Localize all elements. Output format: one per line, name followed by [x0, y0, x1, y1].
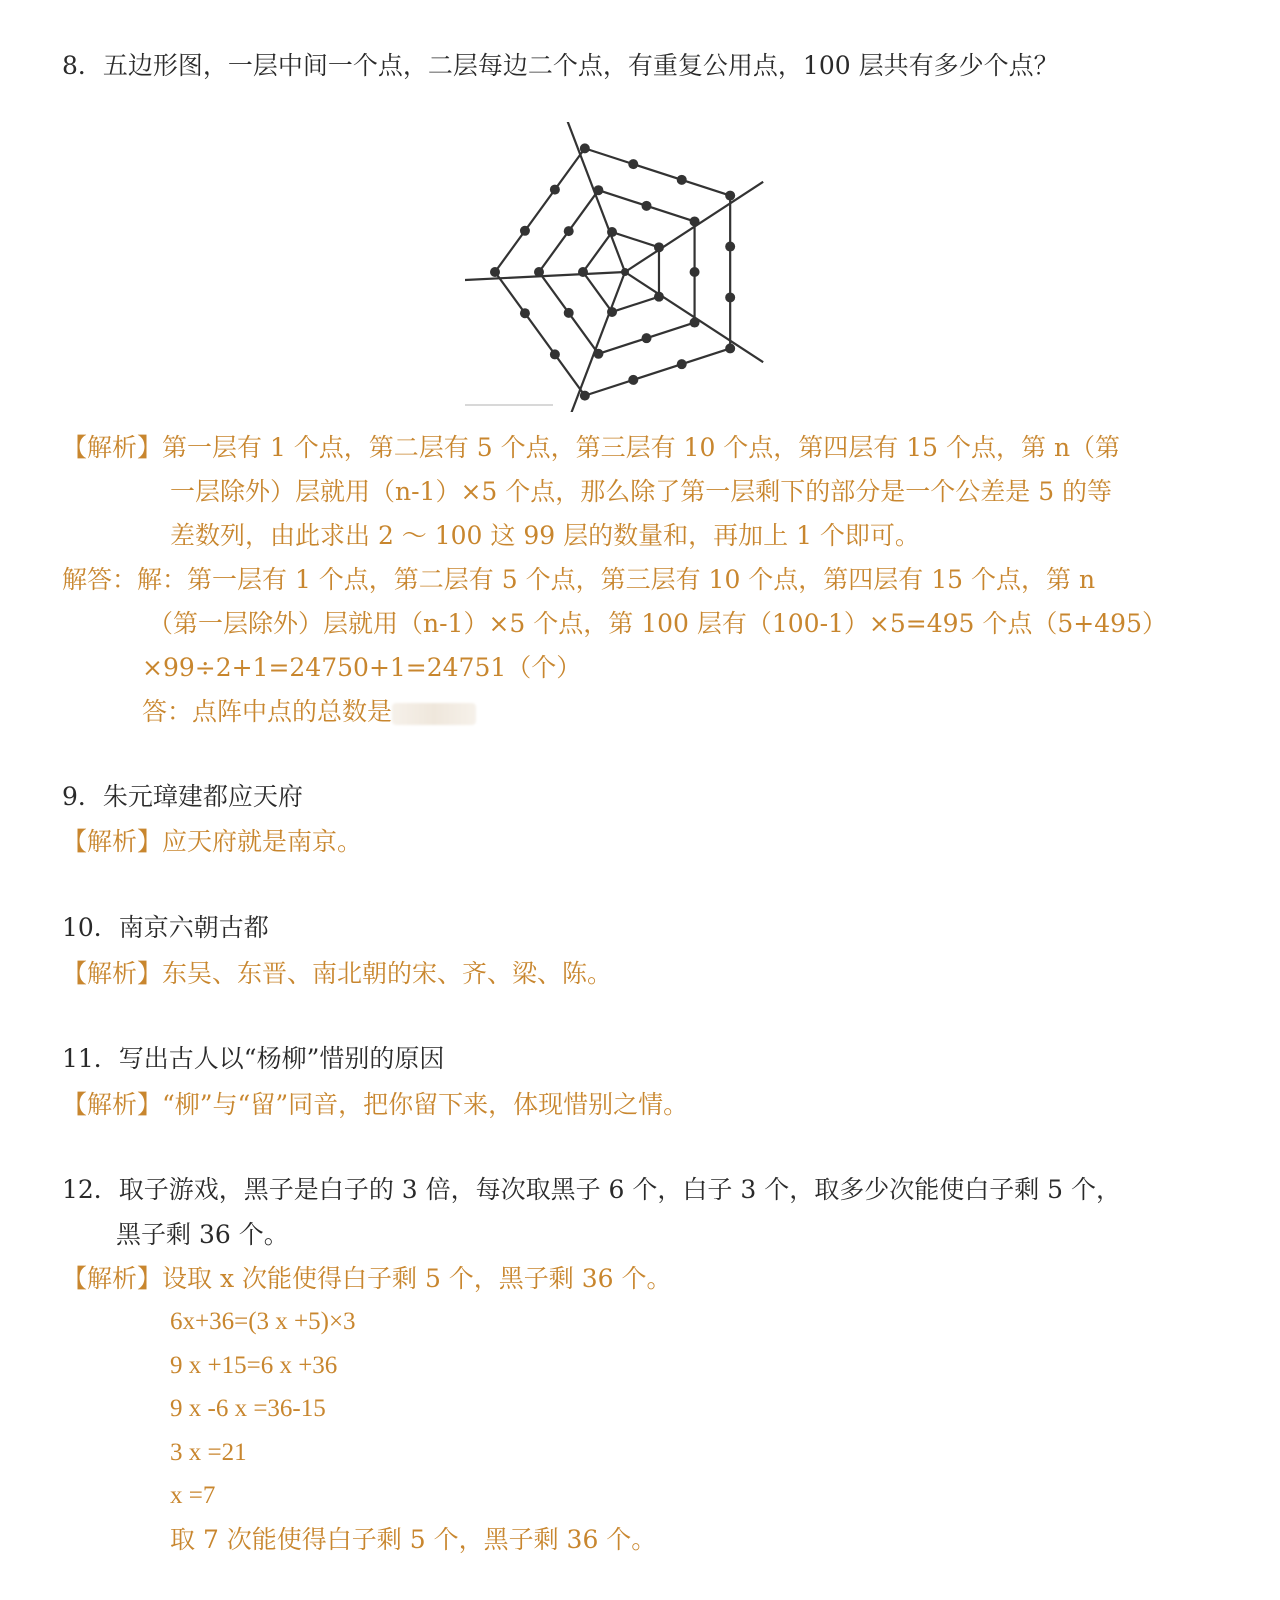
q8-answer: [142, 696, 476, 728]
diagram-dot: [677, 175, 687, 185]
blurred-answer: [392, 703, 476, 725]
diagram-center-dot: [621, 268, 629, 276]
diagram-dot: [580, 391, 590, 401]
q9-analysis: 【解析】应天府就是南京。: [62, 827, 363, 856]
diagram-dot: [490, 267, 500, 277]
q12-step-2: 9 x +15=6 x +36: [170, 1352, 338, 1379]
q12-conclusion: 取 7 次能使得白子剩 5 个，黑子剩 36 个。: [170, 1525, 657, 1554]
q8-solution-line-3: ×99÷2+1=24750+1=24751（个）: [142, 653, 582, 682]
q12-step-3: 9 x -6 x =36-15: [170, 1395, 326, 1422]
diagram-dot: [628, 375, 638, 385]
q12-question-line-1: 12．取子游戏，黑子是白子的 3 倍，每次取黑子 6 个，白子 3 个，取多少次能使白子剩 5 个，: [62, 1175, 1122, 1204]
diagram-dot: [564, 226, 574, 236]
diagram-dot: [593, 185, 603, 195]
diagram-dot: [520, 226, 530, 236]
diagram-dot: [654, 242, 664, 252]
q10-question: 10．南京六朝古都: [62, 913, 269, 942]
q8-analysis-line-3: 差数列，由此求出 2 ～ 100 这 99 层的数量和，再加上 1 个即可。: [170, 521, 920, 550]
diagram-dot: [607, 307, 617, 317]
q12-step-1: 6x+36=(3 x +5)×3: [170, 1308, 356, 1335]
q11-question: 11．写出古人以“杨柳”惜别的原因: [62, 1044, 445, 1073]
diagram-dot: [725, 191, 735, 201]
diagram-dot: [725, 343, 735, 353]
q12-question-line-2: 黑子剩 36 个。: [116, 1220, 289, 1249]
diagram-dot: [580, 143, 590, 153]
q8-answer-text: 答：点阵中点的总数是: [142, 697, 393, 726]
diagram-dot: [677, 359, 687, 369]
diagram-dot: [520, 308, 530, 318]
diagram-dot: [534, 267, 544, 277]
q8-analysis-line-2: 一层除外）层就用（n-1）×5 个点，那么除了第一层剩下的部分是一个公差是 5 的等: [170, 477, 1113, 506]
q12-step-5: x =7: [170, 1482, 216, 1509]
diagram-dot: [628, 159, 638, 169]
q8-question: 8．五边形图，一层中间一个点，二层每边二个点，有重复公用点，100 层共有多少个点？: [62, 51, 1059, 80]
q9-question: 9．朱元璋建都应天府: [62, 782, 303, 811]
q10-analysis: 【解析】东吴、东晋、南北朝的宋、齐、梁、陈。: [62, 959, 613, 988]
diagram-dot: [607, 227, 617, 237]
diagram-dot: [550, 349, 560, 359]
diagram-dot: [690, 267, 700, 277]
diagram-dot: [690, 318, 700, 328]
q8-solution-line-1: 解答：解：第一层有 1 个点，第二层有 5 个点，第三层有 10 个点，第四层有 15 个点，第 n: [62, 565, 1096, 594]
diagram-dot: [642, 201, 652, 211]
diagram-dot: [550, 185, 560, 195]
q12-step-4: 3 x =21: [170, 1439, 247, 1466]
diagram-dot: [642, 333, 652, 343]
diagram-dot: [593, 349, 603, 359]
diagram-dot: [578, 267, 588, 277]
q12-analysis: 【解析】设取 x 次能使得白子剩 5 个，黑子剩 36 个。: [62, 1264, 672, 1293]
q8-solution-line-2: （第一层除外）层就用（n-1）×5 个点，第 100 层有（100-1）×5=495 个点（5+495）: [148, 609, 1167, 638]
pentagon-dot-diagram: [465, 122, 790, 412]
diagram-dot: [725, 242, 735, 252]
diagram-dot: [654, 292, 664, 302]
diagram-dot: [725, 292, 735, 302]
diagram-dot: [690, 216, 700, 226]
diagram-dot: [564, 308, 574, 318]
q8-analysis-line-1: 【解析】第一层有 1 个点，第二层有 5 个点，第三层有 10 个点，第四层有 15 个点，第 n（第: [62, 433, 1121, 462]
q11-analysis: 【解析】“柳”与“留”同音，把你留下来，体现惜别之情。: [62, 1090, 689, 1119]
